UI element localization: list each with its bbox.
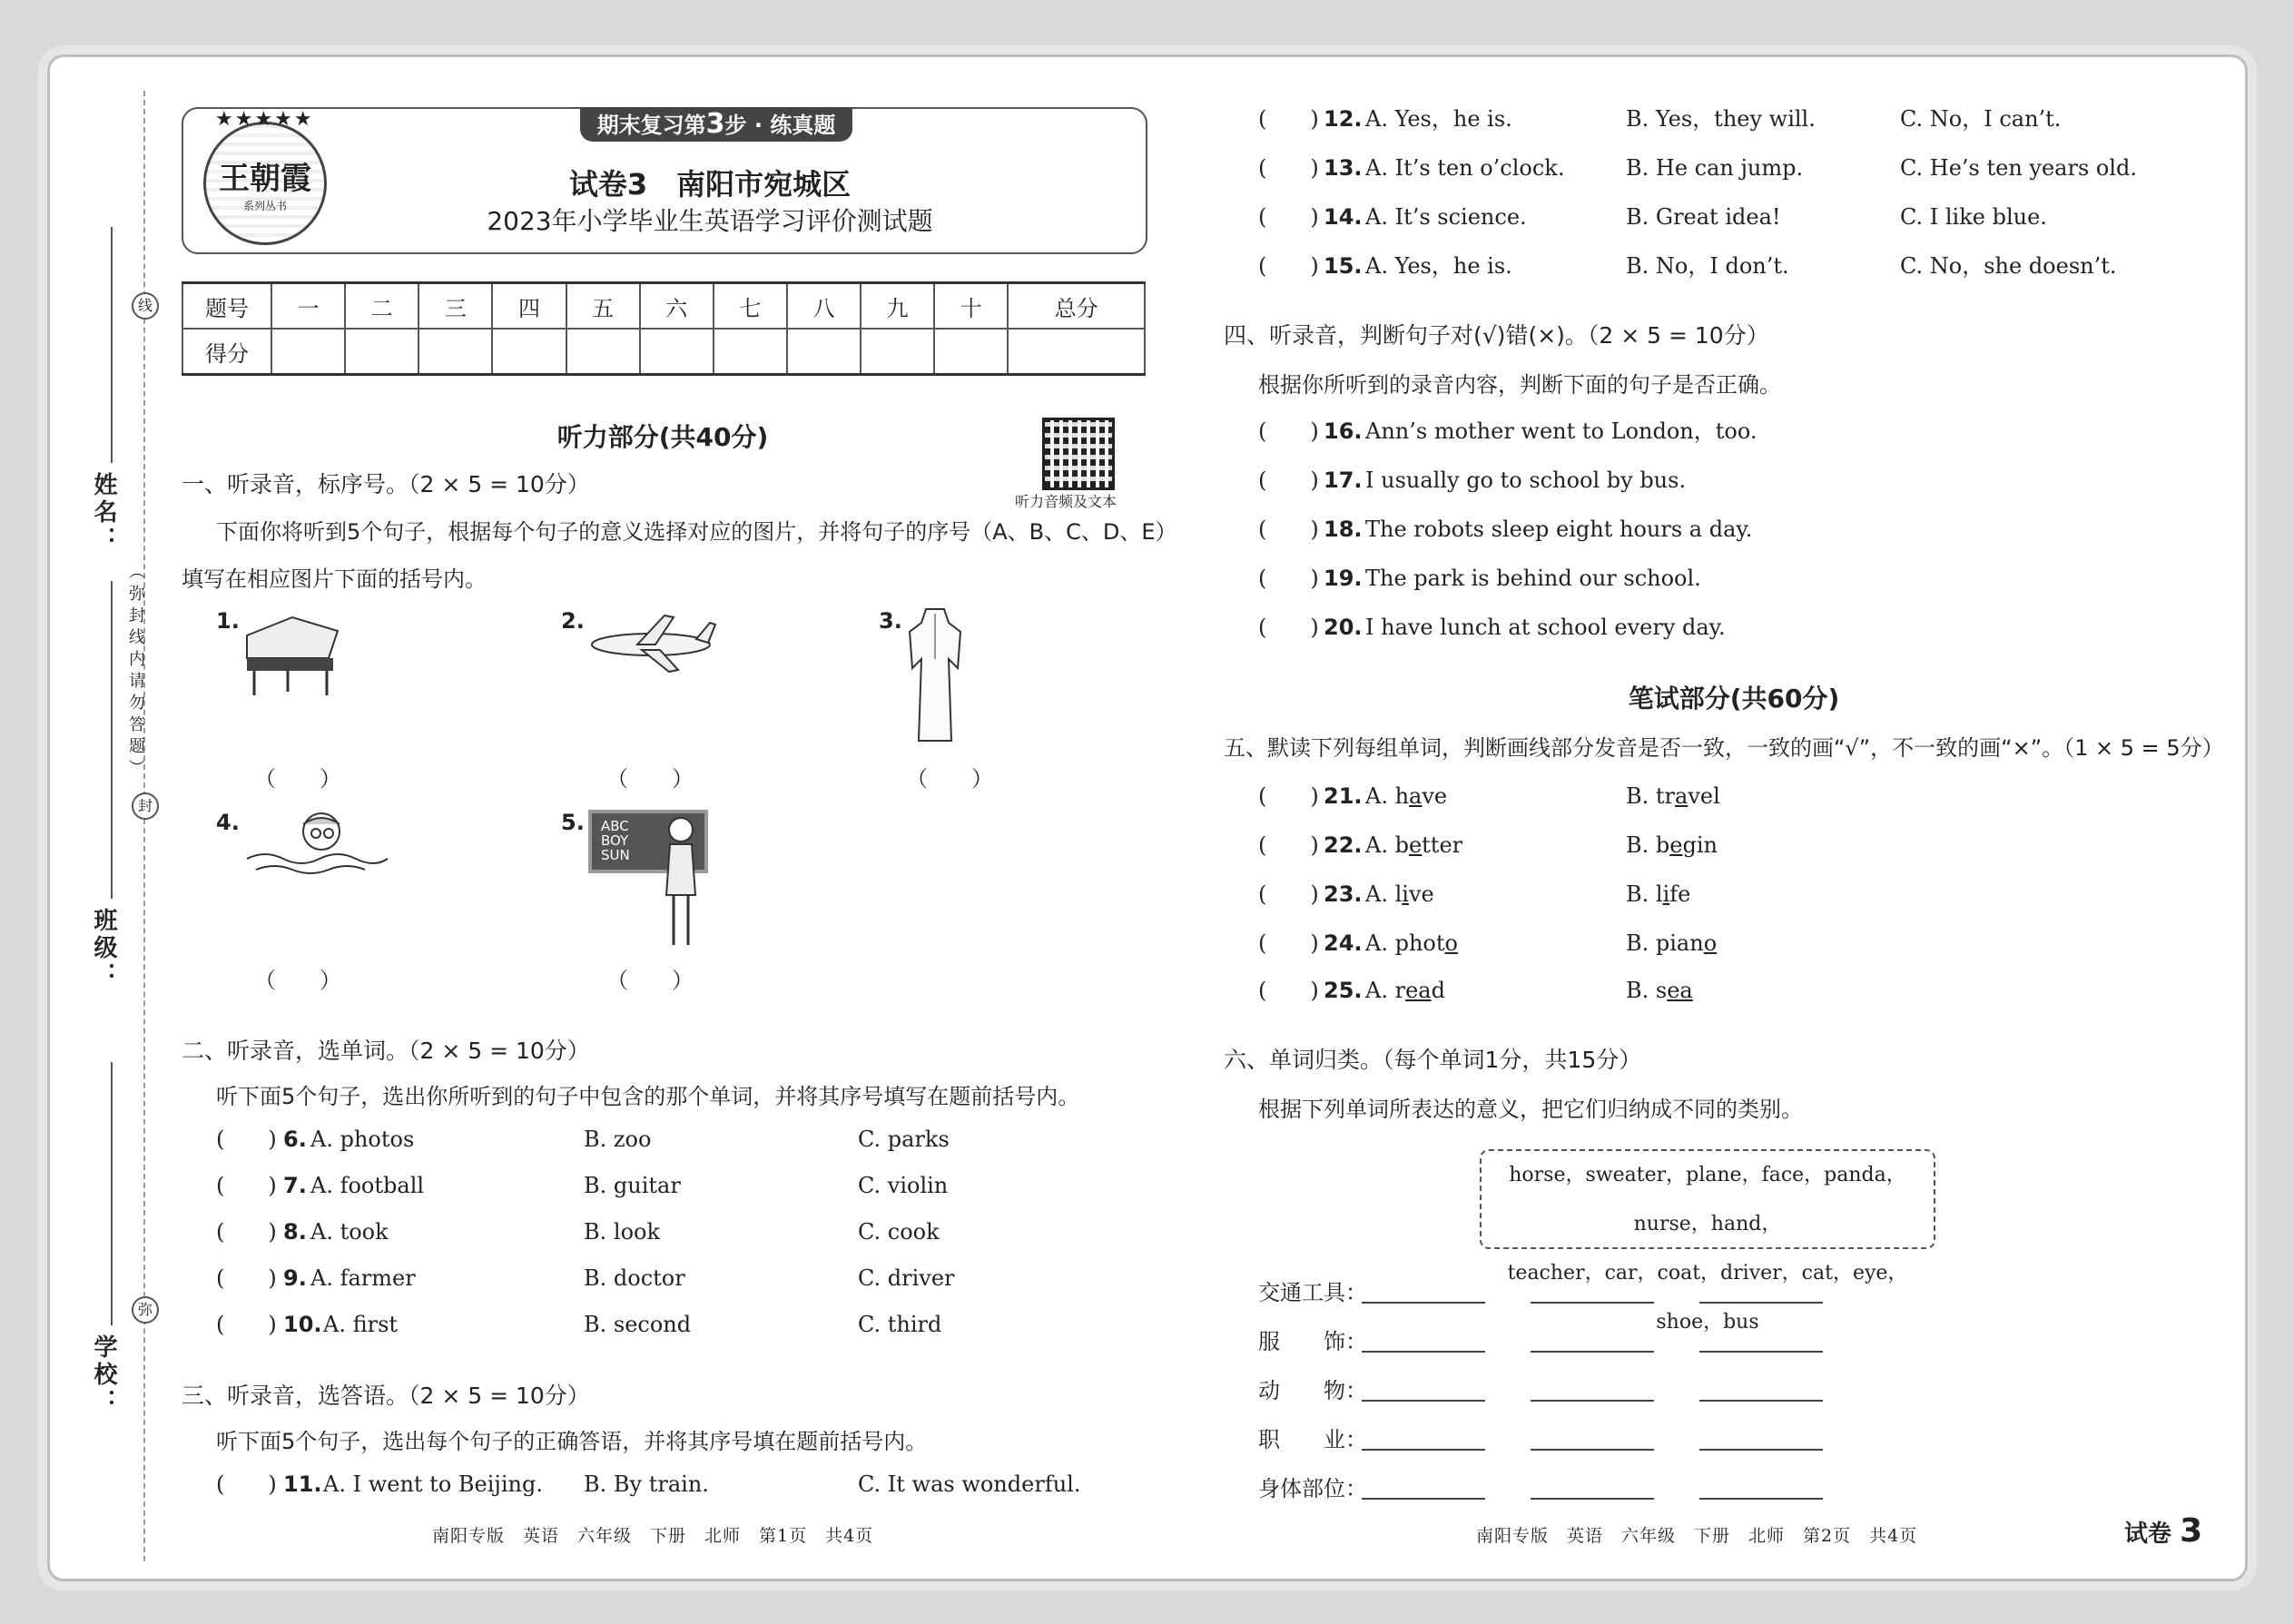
swimmer-icon — [238, 804, 392, 886]
teacher-icon — [654, 813, 708, 950]
qr-caption: 听力音频及文本 — [1015, 493, 1117, 510]
score-cell: 六 — [640, 283, 714, 330]
option-c: C. third — [858, 1312, 942, 1337]
option-b: B. zoo — [584, 1127, 652, 1152]
question-row: ( ) 15. A. Yes，he is. B. No，I don’t. C. No，she doesn’t. — [1258, 251, 2166, 281]
paper-number-tag: 试卷 3 — [2124, 1512, 2203, 1550]
option-c: C. parks — [858, 1127, 950, 1152]
line-char: 线 — [132, 292, 159, 320]
question-row: ( ) 10. A. first B. second C. third — [216, 1309, 1124, 1340]
plane-icon — [583, 606, 719, 679]
seal-char: 封 — [132, 792, 159, 820]
section-4-title: 四、听录音，判断句子对(√)错(×)。（2 × 5 = 10分） — [1224, 322, 1769, 349]
option-c: C. No，I can’t. — [1900, 106, 2062, 132]
option-b: B. piano — [1626, 930, 1718, 956]
option-c: C. No，she doesn’t. — [1900, 253, 2117, 279]
score-input[interactable] — [787, 329, 861, 375]
section-6-desc: 根据下列单词所表达的意义，把它们归纳成不同的类别。 — [1258, 1097, 1803, 1122]
category-label: 职 业： — [1258, 1427, 1367, 1452]
score-input[interactable] — [861, 329, 934, 375]
answer-paren[interactable]: ( ) — [1258, 832, 1319, 858]
option-b: B. sea — [1626, 978, 1693, 1003]
pic-label-1: 1. — [216, 608, 240, 634]
answer-blank[interactable] — [1362, 1324, 1485, 1353]
question-row: ( ) 16. Ann’s mother went to London，too. — [1258, 416, 2075, 447]
answer-paren[interactable]: ( ) — [1258, 881, 1319, 907]
option-a: A. photos — [310, 1127, 415, 1152]
footer-left: 南阳专版 英语 六年级 下册 北师 第1页 共4页 — [432, 1526, 874, 1546]
section-5-title: 五、默读下列每组单词，判断画线部分发音是否一致，一致的画“√”，不一致的画“×”。（1 × 5 = 5分） — [1224, 735, 2224, 761]
question-row: ( ) 11. A. I went to Beijing. B. By train. C. It was wonderful. — [216, 1469, 1124, 1500]
score-input[interactable] — [492, 329, 566, 375]
score-input[interactable] — [271, 329, 345, 375]
option-a: A. photo — [1365, 930, 1458, 956]
score-input[interactable] — [418, 329, 492, 375]
answer-paren[interactable]: ( ) — [1258, 155, 1319, 181]
question-row: ( ) 13. A. It’s ten o’clock. B. He can jump. C. He’s ten years old. — [1258, 153, 2166, 183]
board-text: BOY — [601, 832, 629, 849]
answer-paren[interactable]: ( ) — [1258, 468, 1319, 493]
option-c: C. He’s ten years old. — [1900, 155, 2138, 181]
option-b: B. second — [584, 1312, 692, 1337]
word-bank — [1480, 1149, 1935, 1334]
answer-blank[interactable] — [1531, 1275, 1654, 1304]
qr-code-icon[interactable] — [1042, 418, 1115, 490]
option-b: B. doctor — [584, 1265, 685, 1291]
score-cell: 八 — [787, 283, 861, 330]
option-c: C. driver — [858, 1265, 955, 1291]
score-input[interactable] — [640, 329, 714, 375]
score-label: 得分 — [182, 329, 271, 375]
statement: Ann’s mother went to London，too. — [1365, 418, 1757, 444]
question-row: ( ) 21. A. have B. travel — [1258, 781, 2075, 812]
answer-blank[interactable] — [1531, 1373, 1654, 1402]
answer-blank[interactable] — [1531, 1471, 1654, 1500]
school-field[interactable] — [111, 1062, 113, 1325]
score-input[interactable] — [566, 329, 640, 375]
stars-icon: ★★★★★ — [215, 108, 314, 131]
class-field[interactable] — [111, 581, 113, 899]
option-a: A. It’s science. — [1365, 204, 1527, 230]
answer-paren-4[interactable]: （ ） — [254, 968, 341, 993]
section-3-title: 三、听录音，选答语。（2 × 5 = 10分） — [182, 1383, 590, 1409]
option-a: A. I went to Beijing. — [323, 1471, 543, 1497]
answer-paren[interactable]: ( ) — [216, 1127, 277, 1152]
option-a: A. football — [310, 1173, 425, 1198]
answer-paren[interactable]: ( ) — [216, 1471, 277, 1497]
option-b: B. guitar — [584, 1173, 681, 1198]
score-input[interactable] — [1008, 329, 1145, 375]
option-a: A. Yes，he is. — [1365, 253, 1512, 279]
option-b: B. life — [1626, 881, 1691, 907]
question-row: ( ) 19. The park is behind our school. — [1258, 563, 2075, 594]
question-row: ( ) 7. A. football B. guitar C. violin — [216, 1170, 1124, 1201]
category-label: 动 物： — [1258, 1378, 1367, 1403]
category-label: 服 饰： — [1258, 1329, 1367, 1354]
option-b: B. No，I don’t. — [1626, 253, 1789, 279]
pic-label-2: 2. — [561, 608, 585, 634]
option-a: A. It’s ten o’clock. — [1365, 155, 1565, 181]
option-b: B. Yes，they will. — [1626, 106, 1816, 132]
question-row: ( ) 24. A. photo B. piano — [1258, 928, 2075, 959]
question-row: ( ) 9. A. farmer B. doctor C. driver — [216, 1263, 1124, 1294]
answer-paren[interactable]: ( ) — [216, 1173, 277, 1198]
answer-paren[interactable]: ( ) — [1258, 615, 1319, 640]
question-row: ( ) 8. A. took B. look C. cook — [216, 1216, 1124, 1247]
answer-blank[interactable] — [1699, 1471, 1823, 1500]
score-cell: 四 — [492, 283, 566, 330]
category-label: 交通工具： — [1258, 1280, 1367, 1305]
school-label: 学校： — [90, 1334, 117, 1416]
score-input[interactable] — [934, 329, 1008, 375]
option-a: A. have — [1365, 783, 1448, 809]
option-c: C. I like blue. — [1900, 204, 2047, 230]
score-cell: 五 — [566, 283, 640, 330]
statement: The park is behind our school. — [1365, 566, 1701, 591]
score-cell: 十 — [934, 283, 1008, 330]
answer-paren[interactable]: ( ) — [1258, 106, 1319, 132]
section-3-desc: 听下面5个句子，选出每个句子的正确答语，并将其序号填在题前括号内。 — [216, 1429, 928, 1454]
paper-subtitle: 2023年小学毕业生英语学习评价测试题 — [487, 206, 933, 236]
name-field[interactable] — [111, 227, 113, 463]
option-a: A. first — [323, 1312, 399, 1337]
question-row: ( ) 14. A. It’s science. B. Great idea! C. I like blue. — [1258, 202, 2166, 232]
mi-char: 弥 — [132, 1296, 159, 1324]
option-a: A. better — [1365, 832, 1463, 858]
option-c: C. violin — [858, 1173, 949, 1198]
answer-blank[interactable] — [1699, 1373, 1823, 1402]
option-a: A. Yes，he is. — [1365, 106, 1512, 132]
question-row: ( ) 18. The robots sleep eight hours a day. — [1258, 514, 2075, 545]
option-a: A. farmer — [310, 1265, 416, 1291]
category-label: 身体部位： — [1258, 1476, 1367, 1501]
listening-title: 听力部分(共40分) — [556, 422, 769, 452]
score-cell: 七 — [714, 283, 787, 330]
pic-label-3: 3. — [879, 608, 902, 634]
board-text: ABC — [601, 818, 629, 834]
publisher-logo: ★★★★★ 王朝霞 系列丛书 — [203, 122, 327, 245]
dress-icon — [899, 605, 971, 750]
answer-blank[interactable] — [1362, 1471, 1485, 1500]
answer-blank[interactable] — [1362, 1275, 1485, 1304]
answer-blank[interactable] — [1362, 1373, 1485, 1402]
option-b: B. He can jump. — [1626, 155, 1804, 181]
header-box — [182, 107, 1147, 254]
score-header-row — [182, 283, 1145, 330]
option-a: A. took — [310, 1219, 389, 1245]
answer-paren[interactable]: ( ) — [216, 1219, 277, 1245]
pic-label-4: 4. — [216, 810, 240, 835]
section-1-title: 一、听录音，标序号。（2 × 5 = 10分） — [182, 471, 590, 497]
answer-paren[interactable]: ( ) — [1258, 566, 1319, 591]
option-a: A. read — [1365, 978, 1445, 1003]
class-label: 班级： — [90, 908, 117, 989]
score-cell: 九 — [861, 283, 934, 330]
answer-paren[interactable]: ( ) — [216, 1265, 277, 1291]
board-text: SUN — [601, 847, 630, 863]
section-1-desc: 下面你将听到5个句子，根据每个句子的意义选择对应的图片，并将句子的序号（A、B、C、D、E） — [216, 519, 1177, 545]
option-b: B. look — [584, 1219, 661, 1245]
answer-paren[interactable]: ( ) — [216, 1312, 277, 1337]
word-bank-line: teacher，car，coat，driver，cat，eye，shoe，bus — [1507, 1262, 1908, 1334]
writing-title: 笔试部分(共60分) — [1628, 684, 1840, 714]
word-bank-line: horse，sweater，plane，face，panda，nurse，hand， — [1509, 1164, 1906, 1235]
answer-blank[interactable] — [1531, 1422, 1654, 1451]
option-b: B. By train. — [584, 1471, 709, 1497]
statement: I usually go to school by bus. — [1365, 468, 1687, 493]
answer-blank[interactable] — [1699, 1324, 1823, 1353]
option-c: C. It was wonderful. — [858, 1471, 1081, 1497]
section-1-desc-2: 填写在相应图片下面的括号内。 — [182, 566, 487, 592]
answer-paren-1[interactable]: （ ） — [254, 766, 341, 792]
section-4-desc: 根据你所听到的录音内容，判断下面的句子是否正确。 — [1258, 372, 1781, 398]
section-2-title: 二、听录音，选单词。（2 × 5 = 10分） — [182, 1038, 590, 1064]
answer-paren-2[interactable]: （ ） — [606, 766, 694, 792]
option-b: B. Great idea! — [1626, 204, 1781, 230]
answer-paren[interactable]: ( ) — [1258, 783, 1319, 809]
pic-label-5: 5. — [561, 810, 585, 835]
option-b: B. begin — [1626, 832, 1718, 858]
question-row: ( ) 23. A. live B. life — [1258, 879, 2075, 910]
answer-blank[interactable] — [1699, 1422, 1823, 1451]
answer-paren[interactable]: ( ) — [1258, 517, 1319, 542]
answer-paren[interactable]: ( ) — [1258, 204, 1319, 230]
score-input[interactable] — [345, 329, 418, 375]
piano-icon — [238, 608, 347, 699]
score-cell: 题号 — [182, 283, 271, 330]
question-row: ( ) 20. I have lunch at school every day. — [1258, 612, 2075, 643]
answer-paren[interactable]: ( ) — [1258, 930, 1319, 956]
answer-blank[interactable] — [1699, 1275, 1823, 1304]
answer-blank[interactable] — [1531, 1324, 1654, 1353]
question-row: ( ) 25. A. read B. sea — [1258, 975, 2075, 1006]
option-b: B. travel — [1626, 783, 1720, 809]
answer-paren[interactable]: ( ) — [1258, 418, 1319, 444]
name-label: 姓名： — [90, 472, 117, 554]
question-row: ( ) 12. A. Yes，he is. B. Yes，they will. C. No，I can’t. — [1258, 103, 2166, 134]
question-row: ( ) 22. A. better B. begin — [1258, 830, 2075, 861]
score-input[interactable] — [714, 329, 787, 375]
answer-paren-3[interactable]: （ ） — [906, 766, 993, 792]
answer-blank[interactable] — [1362, 1422, 1485, 1451]
statement: The robots sleep eight hours a day. — [1365, 517, 1753, 542]
option-c: C. cook — [858, 1219, 940, 1245]
section-6-title: 六、单词归类。（每个单词1分，共15分） — [1224, 1047, 1642, 1073]
score-cell: 二 — [345, 283, 418, 330]
score-table — [182, 281, 1146, 376]
section-2-desc: 听下面5个句子，选出你所听到的句子中包含的那个单词，并将其序号填写在题前括号内。 — [216, 1084, 1080, 1109]
answer-paren[interactable]: ( ) — [1258, 978, 1319, 1003]
score-cell: 一 — [271, 283, 345, 330]
score-cell: 三 — [418, 283, 492, 330]
binding-note: （弥封线内请勿答题） — [126, 563, 145, 781]
question-row: ( ) 6. A. photos B. zoo C. parks — [216, 1124, 1124, 1155]
score-value-row — [182, 329, 1145, 375]
header-banner: 期末复习第3步 · 练真题 — [580, 107, 852, 142]
option-a: A. live — [1365, 881, 1434, 907]
score-cell: 总分 — [1008, 283, 1145, 330]
paper-title: 试卷3 南阳市宛城区 — [568, 167, 852, 202]
answer-paren[interactable]: ( ) — [1258, 253, 1319, 279]
answer-paren-5[interactable]: （ ） — [606, 968, 694, 993]
question-row: ( ) 17. I usually go to school by bus. — [1258, 465, 2075, 496]
statement: I have lunch at school every day. — [1365, 615, 1726, 640]
footer-right: 南阳专版 英语 六年级 下册 北师 第2页 共4页 — [1476, 1526, 1918, 1546]
